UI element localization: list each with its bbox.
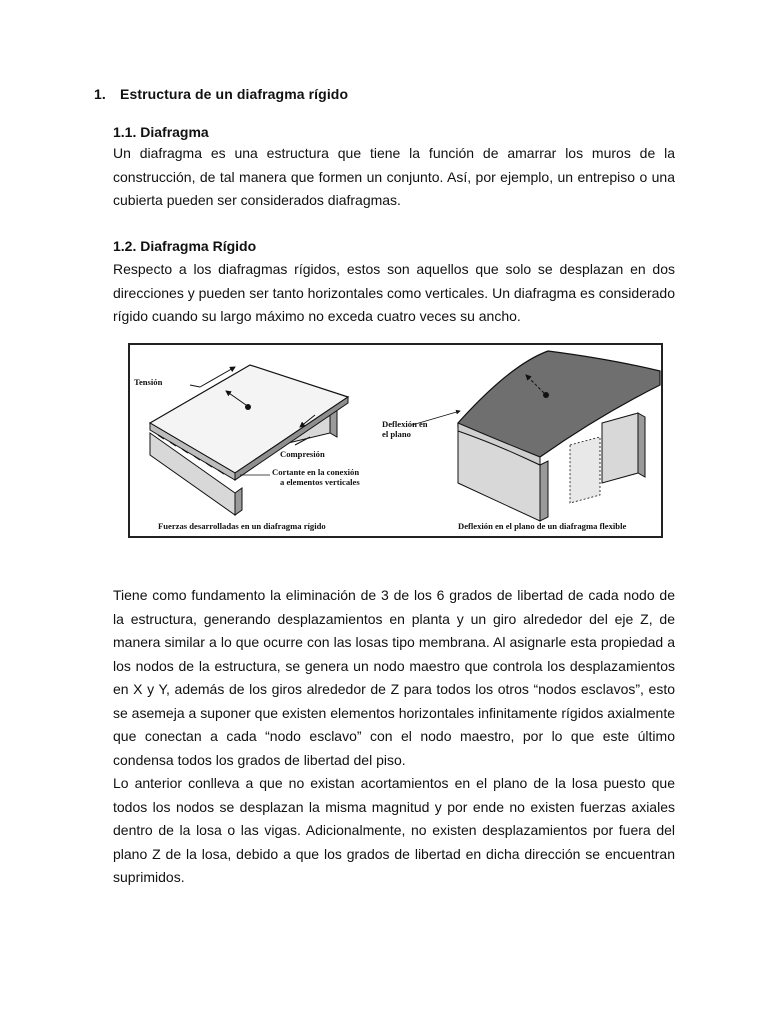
section-title: Estructura de un diafragma rígido: [120, 86, 349, 102]
section-number: 1.: [94, 86, 106, 102]
diaphragm-figure: [128, 343, 663, 538]
diaphragm-illustration: [130, 345, 661, 536]
subsection-heading-diafragma: 1.1. Diafragma: [113, 124, 209, 140]
paragraph-diafragma: Un diafragma es una estructura que tiene la función de amarrar los muros de la construcción, de tal manera que formen un conjunto. Así, por ejemplo, un entrepiso o una cubierta pueden ser considerados diafragmas.: [113, 145, 675, 208]
subsection-heading-diafragma-rigido: 1.2. Diafragma Rígido: [113, 238, 257, 254]
rigid-diaphragm-drawing: [150, 365, 348, 515]
label-deflexion-line2: el plano: [382, 429, 411, 439]
section-heading: [94, 86, 348, 102]
paragraph-diafragma-rigido: Respecto a los diafragmas rígidos, estos son aquellos que solo se desplazan en dos direcciones y pueden ser tanto horizontales como verticales. Un diafragma es considerado rígido cuando su largo máximo no exceda cuatro veces su ancho.: [113, 261, 675, 324]
caption-left: Fuerzas desarrolladas en un diafragma rígido: [158, 521, 326, 531]
caption-right: Deflexión en el plano de un diafragma flexible: [458, 521, 627, 531]
label-deflexion-line1: Deflexión en: [382, 419, 428, 429]
label-cortante-line2: a elementos verticales: [280, 477, 360, 487]
label-compresion: Compresión: [280, 449, 325, 459]
label-cortante-line1: Cortante en la conexión: [272, 467, 360, 477]
paragraph-fundamento: Tiene como fundamento la eliminación de 3 de los 6 grados de libertad de cada nodo de la estructura, generando desplazamientos en planta y un giro alrededor del eje Z, de manera similar a lo que ocurre con las losas tipo membrana. Al asignarle esta propiedad a los nodos de la estructura, se genera un nodo maestro que controla los desplazamientos en X y Y, además de los giros alrededor de Z para todos los otros “nodos esclavos”, esto se asemeja a suponer que existen elementos horizontales infinitamente rígidos axialmente que conectan a cada “nodo esclavo” con el nodo maestro, por lo que este último condensa todos los grados de libertad del piso.: [113, 587, 675, 768]
flexible-diaphragm-drawing: [412, 351, 660, 521]
label-tension: Tensión: [134, 377, 163, 387]
paragraph-consecuencias: Lo anterior conlleva a que no existan acortamientos en el plano de la losa puesto que todos los nodos se desplazan la misma magnitud y por ende no existen fuerzas axiales dentro de la losa o las vigas. Adicionalmente, no existen desplazamientos por fuera del plano Z de la losa, debido a que los grados de libertad en dicha dirección se encuentran suprimidos.: [113, 775, 675, 885]
